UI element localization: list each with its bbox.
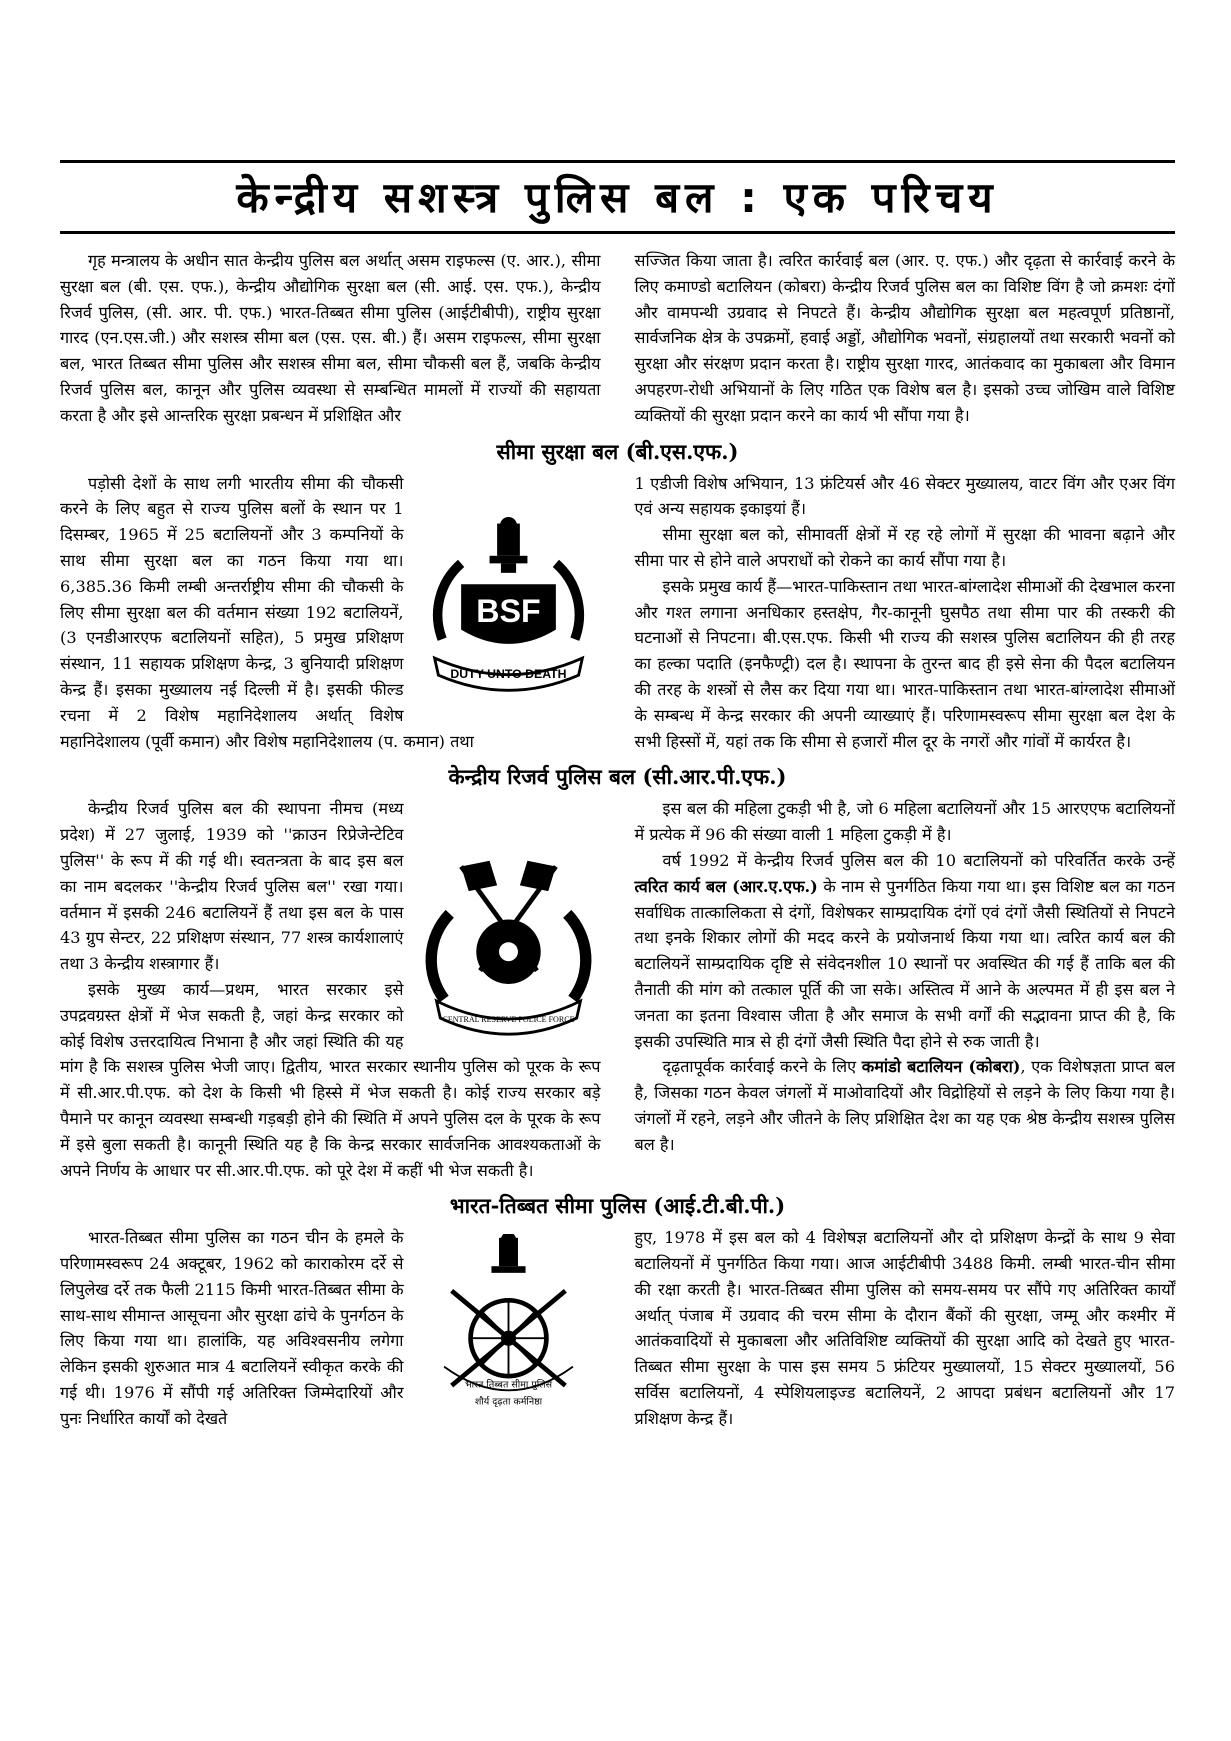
- crpf-text: , एक विशेषज्ञता प्राप्त बल है, जिसका गठन केवल जंगलों में माओवादियों और विद्रोहियों से लड़ने के लिए किया गया है। जंगलों में रहने, लड़ने और जीतने के लिए प्रशिक्षित देश का यह एक श्रेष्ठ केन्द्रीय सशस्त्र पुलिस बल है।: [634, 1057, 1175, 1154]
- crpf-paragraph: इस बल की महिला टुकड़ी भी है, जो 6 महिला बटालियनों और 15 आरएएफ बटालियनों में प्रत्येक में 96 की संख्या वाली 1 महिला टुकड़ी में है।: [634, 799, 1175, 845]
- itbp-emblem-icon: [416, 1229, 601, 1419]
- bsf-logo-text: BSF: [475, 592, 541, 629]
- itbp-heading: भारत-तिब्बत सीमा पुलिस (आई.टी.बी.पी.): [449, 1193, 786, 1219]
- bsf-section: [60, 471, 1175, 755]
- crpf-heading: केन्द्रीय रिजर्व पुलिस बल (सी.आर.पी.एफ.): [448, 764, 787, 790]
- itbp-left-column: [60, 1225, 601, 1431]
- crpf-section: [60, 796, 1175, 1183]
- bsf-left-column: [60, 471, 601, 755]
- intro-paragraph-continued: सज्जित किया जाता है। त्वरित कार्रवाई बल (आर. ए. एफ.) और दृढ़ता से कार्रवाई करने के लिए कमाण्डो बटालियन (कोबरा) केन्द्रीय रिजर्व पुलिस बल का विशिष्ट विंग है जो क्रमशः दंगों और वामपन्थी उग्रवाद से निपटते हैं। केन्द्रीय औद्योगिक सुरक्षा बल महत्वपूर्ण प्रतिष्ठानों, सार्वजनिक क्षेत्र के उपक्रमों, हवाई अड्डों, औद्योगिक भवनों, संग्रहालयों तथा सरकारी भवनों को सुरक्षा और संरक्षण प्रदान करता है। राष्ट्रीय सुरक्षा गारद, आतंकवाद का मुकाबला और विमान अपहरण-रोधी अभियानों के लिए गठित एक विशेष बल है। इसको उच्च जोखिम वाले विशिष्ट व्यक्तियों की सुरक्षा प्रदान करने का कार्य भी सौंपा गया है।: [634, 251, 1175, 425]
- itbp-right-column: [635, 1225, 1176, 1431]
- itbp-logo-motto: शौर्य दृढ़ता कर्मनिष्ठा: [474, 1396, 542, 1408]
- itbp-paragraph: हुए, 1978 में इस बल को 4 विशेषज्ञ बटालियनों और दो प्रशिक्षण केन्द्रों के साथ 9 सेवा बटालियनों में पुनर्गठित किया गया। आज आईटीबीपी 3488 किमी. लम्बी भारत-चीन सीमा की रक्षा करती है। भारत-तिब्बत सीमा पुलिस को समय-समय पर सौंपे गए अतिरिक्त कार्यों अर्थात् पंजाब में उग्रवाद की चरम सीमा के दौरान बैंकों की सुरक्षा, जम्मू और कश्मीर में आतंकवादियों से मुकाबला और अतिविशिष्ट व्यक्तियों की सुरक्षा आदि को देखते हुए भारत-तिब्बत सीमा सुरक्षा के पास इस समय 5 फ्रंटियर मुख्यालयों, 15 सेक्टर मुख्यालयों, 56 सर्विस बटालियनों, 4 स्पेशियलाइज्ड बटालियनें, 2 आपदा प्रबंधन बटालियनों और 17 प्रशिक्षण केन्द्र हैं।: [634, 1228, 1175, 1428]
- crpf-paragraph: [635, 848, 1176, 1054]
- bsf-paragraph: इसके प्रमुख कार्य हैं—भारत-पाकिस्तान तथा भारत-बांग्लादेश सीमाओं की देखभाल करना और गश्त लगाना अनधिकार हस्तक्षेप, गैर-कानूनी घुसपैठ तथा सीमा पार की तस्करी की घटनाओं से निपटना। बी.एस.एफ. किसी भी राज्य की सशस्त्र पुलिस बटालियन की ही तरह का हल्का पदाति (इनफैण्ट्री) दल है। स्थापना के तुरन्त बाद ही इसे सेना की पैदल बटालियन की तरह के शस्त्रों से लैस कर दिया गया था। भारत-पाकिस्तान तथा भारत-बांग्लादेश सीमाओं के सम्बन्ध में केन्द्र सरकार की अपनी व्याख्याएं हैं। परिणामस्वरूप सीमा सुरक्षा बल देश के सभी हिस्सों में, यहां तक कि सीमा से हजारों मील दूर के नगरों और गांवों में कार्यरत है।: [634, 576, 1175, 751]
- crpf-logo-motto: CENTRAL RESERVE POLICE FORCE: [441, 1015, 575, 1025]
- document-page: [60, 160, 1175, 1432]
- itbp-section: [60, 1225, 1175, 1431]
- intro-left-column: [60, 248, 601, 429]
- cobra-emphasis: कमांडो बटालियन (कोबरा): [861, 1057, 1021, 1077]
- top-rule: [60, 160, 1175, 163]
- raf-emphasis: त्वरित कार्य बल (आर.ए.एफ.): [634, 876, 818, 896]
- crpf-paragraph: केन्द्रीय रिजर्व पुलिस बल की स्थापना नीमच (मध्य प्रदेश) में 27 जुलाई, 1939 को ''क्राउन रिप्रेजेन्टेटिव पुलिस'' के रूप में की गई थी। स्वतन्त्रता के बाद इस बल का नाम बदलकर ''केन्द्रीय रिजर्व पुलिस बल'' रखा गया। वर्तमान में इसकी 246 बटालियनें हैं तथा इस बल के पास 43 ग्रुप सेन्टर, 22 प्रशिक्षण संस्थान, 77 शस्त्र कार्यशालाएं तथा 3 केन्द्रीय शस्त्रागार हैं।: [60, 799, 404, 974]
- crpf-emblem-icon: [416, 852, 601, 1042]
- bsf-paragraph: 1 एडीजी विशेष अभियान, 13 फ्रंटियर्स और 46 सेक्टर मुख्यालय, वाटर विंग और एअर विंग एवं अन्य सहायक इकाइयां हैं।: [634, 473, 1175, 519]
- crpf-paragraph: [635, 1054, 1176, 1157]
- bsf-emblem-icon: [416, 511, 601, 701]
- crpf-paragraph: इसके मुख्य कार्य—प्रथम, भारत सरकार इसे उपद्रवग्रस्त क्षेत्रों में भेज सकती है, जहां केन्द्र सरकार को कोई विशेष उत्तरदायित्व निभाना है और जहां स्थिति की यह मांग है कि सशस्त्र पुलिस भेजी जाए। द्वितीय, भारत सरकार स्थानीय पुलिस को पूरक के रूप में सी.आर.पी.एफ. को देश के किसी भी हिस्से में भेज सकती है। कोई राज्य सरकार बड़े पैमाने पर कानून व्यवस्था सम्बन्धी गड़बड़ी होने की स्थिति में अपने पुलिस दल के पूरक के रूप में इसे बुला सकती है। कानूनी स्थिति यह है कि केन्द्र सरकार सार्वजनिक आवश्यकताओं के अपने निर्णय के आधार पर सी.आर.पी.एफ. को पूरे देश में कहीं भी भेज सकती है।: [60, 979, 601, 1180]
- bsf-paragraph: पड़ोसी देशों के साथ लगी भारतीय सीमा की चौकसी करने के लिए बहुत से राज्य पुलिस बलों के स्थान पर 1 दिसम्बर, 1965 में 25 बटालियनों और 3 कम्पनियों के साथ सीमा सुरक्षा बल का गठन किया गया था। 6,385.36 किमी लम्बी अन्तर्राष्ट्रीय सीमा की चौकसी के लिए सीमा सुरक्षा बल की वर्तमान संख्या 192 बटालियनें, (3 एनडीआरएफ बटालियनों सहित), 5 प्रमुख प्रशिक्षण संस्थान, 11 सहायक प्रशिक्षण केन्द्र, 3 बुनियादी प्रशिक्षण केन्द्र हैं। इसका मुख्यालय नई दिल्ली में है। इसकी फील्ड रचना में 2 विशेष महानिदेशालय अर्थात् विशेष महानिदेशालय (पूर्वी कमान) और विशेष महानिदेशालय (प. कमान) तथा: [60, 473, 474, 751]
- bsf-logo-motto: DUTY UNTO DEATH: [449, 666, 567, 681]
- itbp-logo-arc: भारत तिब्बत सीमा पुलिस: [464, 1379, 552, 1391]
- itbp-paragraph: भारत-तिब्बत सीमा पुलिस का गठन चीन के हमले के परिणामस्वरूप 24 अक्टूबर, 1962 को काराकोरम दर्रे से लिपुलेख दर्रे तक फैली 2115 किमी भारत-तिब्बत सीमा के साथ-साथ सीमान्त आसूचना और सुरक्षा ढांचे के पुनर्गठन के लिए किया गया था। हालांकि, यह अविश्वसनीय लगेगा लेकिन इसकी शुरुआत मात्र 4 बटालियनें स्वीकृत करके की गई थी। 1976 में सौंपी गई अतिरिक्त जिम्मेदारियों और पुनः निर्धारित कार्यों को देखते: [60, 1228, 404, 1428]
- bsf-heading: सीमा सुरक्षा बल (बी.एस.एफ.): [496, 438, 739, 464]
- intro-section: [60, 248, 1175, 429]
- intro-paragraph: गृह मन्त्रालय के अधीन सात केन्द्रीय पुलिस बल अर्थात् असम राइफल्स (ए. आर.), सीमा सुरक्षा बल (बी. एस. एफ.), केन्द्रीय औद्योगिक सुरक्षा बल (सी. आई. एस. एफ.), केन्द्रीय रिजर्व पुलिस, (सी. आर. पी. एफ.) भारत-तिब्बत सीमा पुलिस (आईटीबीपी), राष्ट्रीय सुरक्षा गारद (एन.एस.जी.) और सशस्त्र सीमा बल (एस. एस. बी.) हैं। असम राइफल्स, सीमा सुरक्षा बल, भारत तिब्बत सीमा पुलिस और सशस्त्र सीमा बल, सीमा चौकसी बल हैं, जबकि केन्द्रीय रिजर्व पुलिस बल, कानून और पुलिस व्यवस्था से सम्बन्धित मामलों में राज्यों की सहायता करता है और इसे आन्तरिक सुरक्षा प्रबन्धन में प्रशिक्षित और: [60, 251, 601, 425]
- page-title: केन्द्रीय सशस्त्र पुलिस बल : एक परिचय: [236, 173, 999, 222]
- intro-right-column: [635, 248, 1176, 429]
- crpf-right-column: [635, 796, 1176, 1183]
- crpf-text: के नाम से पुनर्गठित किया गया था। इस विशिष्ट बल का गठन सर्वाधिक तात्कालिकता से दंगों, विशेषकर साम्प्रदायिक दंगों एवं दंगों जैसी स्थितियों से निपटने तथा इनके शिकार लोगों की मदद करने के प्रयोजनार्थ किया गया था। त्वरित कार्य बल की बटालियनें साम्प्रदायिक दृष्टि से संवेदनशील 10 स्थानों पर अवस्थित की गई हैं ताकि बल की तैनाती की मांग को तत्काल पूर्ति की जा सके। अस्तित्व में आने के अल्पमत में ही इस बल ने जनता का इतना विश्वास जीता है और समाज के सभी वर्गों की सद्भावना प्राप्त की है, कि इसकी उपस्थिति मात्र से ही दंगों जैसी स्थिति पैदा होने से रुक जाती है।: [634, 876, 1175, 1051]
- crpf-text: दृढ़तापूर्वक कार्रवाई करने के लिए: [662, 1057, 862, 1077]
- crpf-text: वर्ष 1992 में केन्द्रीय रिजर्व पुलिस बल की 10 बटालियनों को परिवर्तित करके उन्हें: [662, 850, 1175, 870]
- title-rule: [60, 231, 1175, 234]
- bsf-paragraph: सीमा सुरक्षा बल को, सीमावर्ती क्षेत्रों में रह रहे लोगों में सुरक्षा की भावना बढ़ाने और सीमा पार से होने वाले अपराधों को रोकने का कार्य सौंपा गया है।: [634, 525, 1175, 570]
- bsf-right-column: [635, 471, 1176, 755]
- crpf-left-column: [60, 796, 601, 1183]
